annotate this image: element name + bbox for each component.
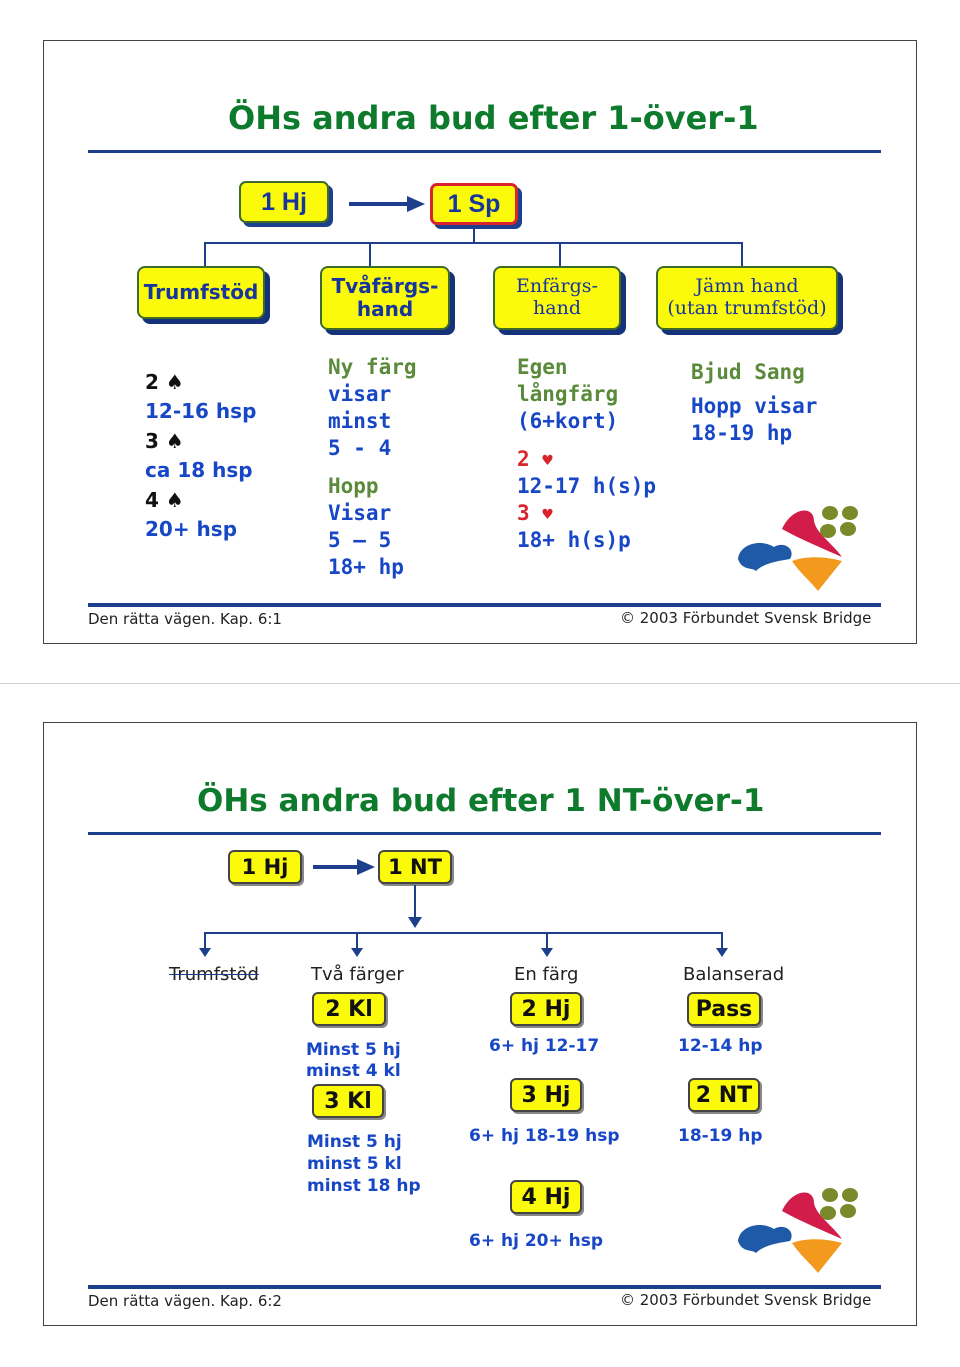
response-bid-box: 1 Sp (430, 183, 518, 225)
bid-pass: Pass (687, 992, 761, 1026)
one-suit-bid-3: 3 ♥ (517, 501, 553, 525)
footer-right: © 2003 Förbundet Svensk Bridge (620, 1291, 872, 1309)
two-suits-desc: minst 5 kl (307, 1154, 402, 1174)
one-suit-desc: 6+ hj 18-19 hsp (469, 1126, 620, 1146)
balanced-desc: 18-19 hp (678, 1126, 763, 1146)
two-suits-desc: Minst 5 hj (306, 1040, 401, 1060)
arrowhead-icon (199, 948, 211, 958)
two-suit-text: 5 - 4 (328, 436, 392, 460)
bid-4-hj: 4 Hj (510, 1180, 582, 1214)
footer-rule (88, 1285, 881, 1289)
one-suit-text: 12-17 h(s)p (517, 474, 657, 498)
heart-icon: ♥ (542, 505, 553, 525)
category-trumfstod: Trumfstöd (137, 266, 265, 319)
label-balanserad: Balanserad (683, 964, 785, 985)
tree-drop-3 (559, 242, 561, 266)
arrow-icon (347, 189, 427, 219)
one-suit-text: Egen (517, 355, 568, 379)
trumf-bid-2: 2 ♠ (145, 370, 184, 394)
one-suit-text: långfärg (517, 382, 619, 406)
bid-2-hj: 2 Hj (510, 992, 582, 1026)
balanced-text: 18-19 hp (691, 421, 793, 445)
tree-drop-1 (204, 242, 206, 266)
balanced-text: Bjud Sang (691, 360, 805, 384)
arrowhead-icon (716, 948, 728, 958)
spade-icon: ♠ (165, 488, 184, 512)
two-suit-text: Visar (328, 501, 392, 525)
two-suit-text: Ny färg (328, 355, 417, 379)
bid-3-kl: 3 Kl (312, 1084, 384, 1118)
heart-icon: ♥ (542, 451, 553, 471)
label-trumfstod: Trumfstöd (169, 964, 259, 985)
opening-bid-box: 1 Hj (239, 181, 329, 223)
arrowhead-icon (408, 917, 422, 929)
slide-2 (43, 722, 917, 1326)
arrowhead-icon (541, 948, 553, 958)
one-suit-desc: 6+ hj 20+ hsp (469, 1231, 604, 1251)
balanced-desc: 12-14 hp (678, 1036, 763, 1056)
two-suits-desc: minst 4 kl (306, 1061, 401, 1081)
slide-1 (43, 40, 917, 644)
spade-icon: ♠ (165, 429, 184, 453)
label-tva-farger: Två färger (311, 964, 404, 985)
balanced-text: Hopp visar (691, 394, 818, 418)
category-enfargshand: Enfärgs- hand (493, 266, 621, 330)
label-en-farg: En färg (514, 964, 579, 985)
two-suit-text: 18+ hp (328, 555, 404, 579)
trumf-desc-4: 20+ hsp (145, 517, 238, 541)
trumf-bid-4: 4 ♠ (145, 488, 184, 512)
trumf-bid-3: 3 ♠ (145, 429, 184, 453)
opening-bid-box: 1 Hj (228, 850, 302, 884)
tree-drop-4 (741, 242, 743, 266)
trumf-desc-3: ca 18 hsp (145, 458, 253, 482)
one-suit-text: 18+ h(s)p (517, 528, 631, 552)
tree-stem (414, 885, 416, 921)
tree-stem (473, 227, 475, 243)
footer-rule (88, 603, 881, 607)
footer-left: Den rätta vägen. Kap. 6:2 (88, 1292, 282, 1310)
two-suits-desc: Minst 5 hj (307, 1132, 402, 1152)
title-rule (88, 150, 881, 153)
bid-2-kl: 2 Kl (312, 992, 386, 1026)
two-suit-text: minst (328, 409, 392, 433)
bridge-logo-icon (734, 499, 874, 594)
slide-title: ÖHs andra bud efter 1 NT-över-1 (197, 783, 765, 819)
one-suit-bid-2: 2 ♥ (517, 447, 553, 471)
tree-branch (204, 242, 743, 244)
trumf-desc-2: 12-16 hsp (145, 399, 257, 423)
tree-branch (204, 932, 723, 934)
category-jamn-hand: Jämn hand (utan trumfstöd) (656, 266, 838, 330)
bid-2-nt: 2 NT (688, 1078, 760, 1112)
tree-drop-2 (369, 242, 371, 266)
footer-left: Den rätta vägen. Kap. 6:1 (88, 610, 282, 628)
slide-title: ÖHs andra bud efter 1-över-1 (228, 99, 759, 137)
arrowhead-icon (351, 948, 363, 958)
response-bid-box: 1 NT (378, 850, 452, 884)
two-suit-text: visar (328, 382, 392, 406)
one-suit-desc: 6+ hj 12-17 (489, 1036, 600, 1056)
category-tvafargshand: Tvåfärgs- hand (320, 266, 450, 330)
two-suits-desc: minst 18 hp (307, 1176, 421, 1196)
bid-3-hj: 3 Hj (510, 1078, 582, 1112)
footer-right: © 2003 Förbundet Svensk Bridge (620, 609, 872, 627)
two-suit-text: 5 – 5 (328, 528, 392, 552)
page-separator (0, 683, 960, 684)
one-suit-text: (6+kort) (517, 409, 619, 433)
bridge-logo-icon (734, 1181, 874, 1276)
title-rule (88, 832, 881, 835)
two-suit-text: Hopp (328, 474, 379, 498)
arrow-icon (311, 854, 377, 880)
spade-icon: ♠ (165, 370, 184, 394)
